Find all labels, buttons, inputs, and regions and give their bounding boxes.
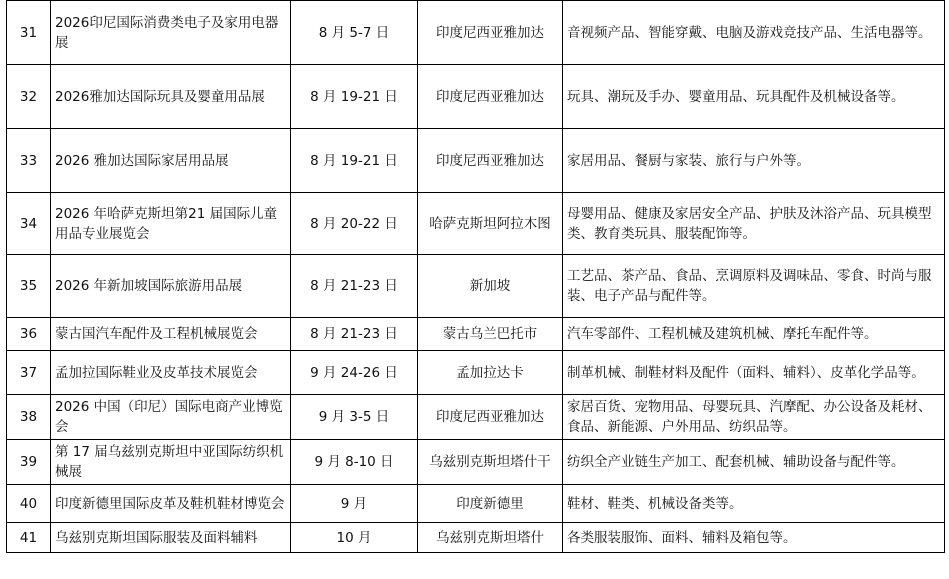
exhibition-name: 2026 雅加达国际家居用品展 — [51, 129, 291, 193]
exhibition-name: 乌兹别克斯坦国际服装及面料辅料 — [51, 523, 291, 553]
exhibition-products: 工艺品、茶产品、食品、烹调原料及调味品、零食、时尚与服装、电子产品与配件等。 — [563, 255, 945, 318]
exhibition-products: 家居用品、餐厨与家装、旅行与户外等。 — [563, 129, 945, 193]
exhibition-date: 8 月 5-7 日 — [291, 1, 418, 65]
exhibition-name: 蒙古国汽车配件及工程机械展览会 — [51, 318, 291, 351]
exhibition-name: 2026 中国（印尼）国际电商产业博览会 — [51, 395, 291, 440]
row-number: 32 — [7, 65, 51, 129]
exhibition-products: 音视频产品、智能穿戴、电脑及游戏竞技产品、生活电器等。 — [563, 1, 945, 65]
exhibition-date: 9 月 24-26 日 — [291, 351, 418, 395]
table-row — [7, 1, 945, 65]
exhibition-products: 母婴用品、健康及家居安全产品、护肤及沐浴产品、玩具模型类、教育类玩具、服装配饰等。 — [563, 193, 945, 255]
row-number: 38 — [7, 395, 51, 440]
exhibition-name: 孟加拉国际鞋业及皮革技术展览会 — [51, 351, 291, 395]
exhibition-products: 纺织全产业链生产加工、配套机械、辅助设备与配件等。 — [563, 440, 945, 485]
row-number: 41 — [7, 523, 51, 553]
exhibition-location: 哈萨克斯坦阿拉木图 — [418, 193, 563, 255]
exhibition-location: 乌兹别克斯坦塔什 — [418, 523, 563, 553]
exhibition-name: 第 17 届乌兹别克斯坦中亚国际纺织机械展 — [51, 440, 291, 485]
exhibition-products: 玩具、潮玩及手办、婴童用品、玩具配件及机械设备等。 — [563, 65, 945, 129]
row-number: 37 — [7, 351, 51, 395]
exhibition-products: 鞋材、鞋类、机械设备类等。 — [563, 485, 945, 523]
exhibition-date: 8 月 19-21 日 — [291, 129, 418, 193]
row-number: 40 — [7, 485, 51, 523]
exhibition-location: 印度尼西亚雅加达 — [418, 1, 563, 65]
exhibition-date: 9 月 — [291, 485, 418, 523]
row-number: 31 — [7, 1, 51, 65]
exhibition-location: 印度新德里 — [418, 485, 563, 523]
table-row — [7, 523, 945, 553]
exhibition-location: 印度尼西亚雅加达 — [418, 395, 563, 440]
exhibition-location: 印度尼西亚雅加达 — [418, 129, 563, 193]
exhibition-name: 2026 年新加坡国际旅游用品展 — [51, 255, 291, 318]
row-number: 36 — [7, 318, 51, 351]
exhibition-date: 9 月 3-5 日 — [291, 395, 418, 440]
exhibition-products: 汽车零部件、工程机械及建筑机械、摩托车配件等。 — [563, 318, 945, 351]
exhibition-location: 印度尼西亚雅加达 — [418, 65, 563, 129]
table-row — [7, 318, 945, 351]
exhibition-date: 10 月 — [291, 523, 418, 553]
exhibition-name: 印度新德里国际皮革及鞋机鞋材博览会 — [51, 485, 291, 523]
exhibition-name: 2026 年哈萨克斯坦第21 届国际儿童用品专业展览会 — [51, 193, 291, 255]
row-number: 33 — [7, 129, 51, 193]
exhibition-date: 8 月 20-22 日 — [291, 193, 418, 255]
table-row — [7, 129, 945, 193]
row-number: 39 — [7, 440, 51, 485]
exhibition-products: 制革机械、制鞋材料及配件（面料、辅料）、皮革化学品等。 — [563, 351, 945, 395]
table-row — [7, 395, 945, 440]
exhibition-products: 家居百货、宠物用品、母婴玩具、汽摩配、办公设备及耗材、食品、新能源、户外用品、纺织品等。 — [563, 395, 945, 440]
exhibition-date: 8 月 21-23 日 — [291, 318, 418, 351]
exhibition-location: 新加坡 — [418, 255, 563, 318]
exhibition-name: 2026印尼国际消费类电子及家用电器展 — [51, 1, 291, 65]
table-body — [7, 1, 945, 553]
exhibition-location: 乌兹别克斯坦塔什干 — [418, 440, 563, 485]
table-row — [7, 255, 945, 318]
table-row — [7, 485, 945, 523]
exhibition-date: 8 月 19-21 日 — [291, 65, 418, 129]
table-row — [7, 65, 945, 129]
exhibition-table — [6, 0, 945, 553]
table-row — [7, 351, 945, 395]
row-number: 34 — [7, 193, 51, 255]
exhibition-date: 9 月 8-10 日 — [291, 440, 418, 485]
table-row — [7, 193, 945, 255]
table-row — [7, 440, 945, 485]
exhibition-location: 蒙古乌兰巴托市 — [418, 318, 563, 351]
exhibition-location: 孟加拉达卡 — [418, 351, 563, 395]
row-number: 35 — [7, 255, 51, 318]
exhibition-date: 8 月 21-23 日 — [291, 255, 418, 318]
exhibition-products: 各类服装服饰、面料、辅料及箱包等。 — [563, 523, 945, 553]
exhibition-name: 2026雅加达国际玩具及婴童用品展 — [51, 65, 291, 129]
